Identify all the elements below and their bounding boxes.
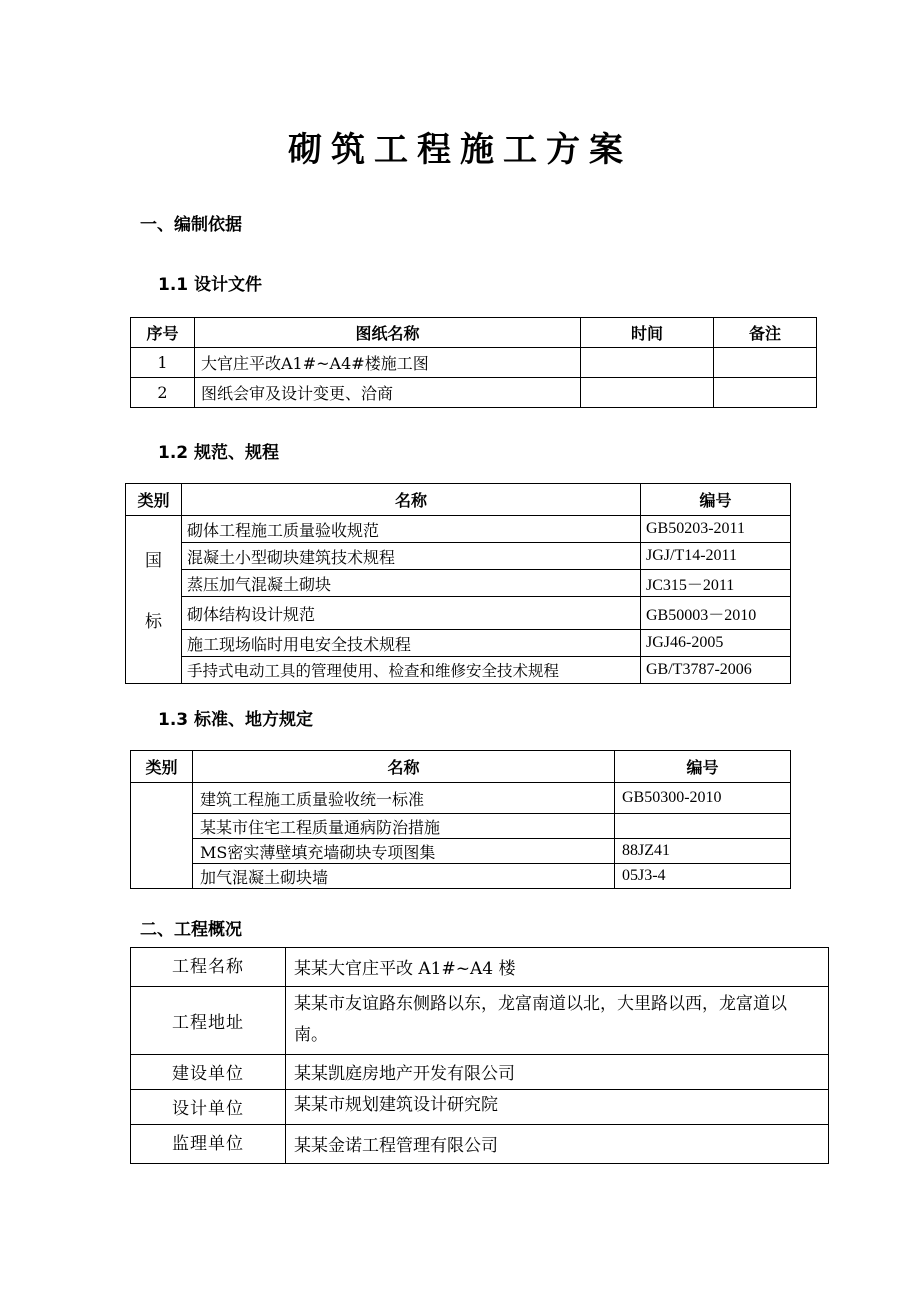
subheading-standards: 1.3 标准、地方规定 [158,710,314,730]
spec-name: 砌体工程施工质量验收规范 [182,516,641,543]
table-row [131,814,791,839]
spec-code: GB/T3787-2006 [641,657,791,684]
overview-label: 工程地址 [131,987,286,1055]
table-header-row [131,751,791,783]
drawing-note [714,378,817,408]
spec-code: GB50203-2011 [641,516,791,543]
standard-code: GB50300-2010 [615,783,791,814]
overview-label: 监理单位 [131,1125,286,1164]
table-row [131,948,829,987]
standard-code [615,814,791,839]
table-row [131,987,829,1055]
table-row [131,1090,829,1125]
spec-name: 施工现场临时用电安全技术规程 [182,630,641,657]
drawing-name: 图纸会审及设计变更、洽商 [195,378,581,408]
table-header-row [126,484,791,516]
standards-table [130,750,791,889]
drawing-name: 大官庄平改A1#~A4#楼施工图 [195,348,581,378]
column-header: 类别 [131,751,193,783]
table-row [126,516,791,543]
project-overview-table [130,947,829,1164]
standard-name: 某某市住宅工程质量通病防治措施 [193,814,615,839]
table-row [131,1125,829,1164]
column-header: 时间 [581,318,714,348]
column-header: 编号 [615,751,791,783]
table-row [126,597,791,630]
standard-name: 加气混凝土砌块墙 [193,864,615,889]
spec-name: 蒸压加气混凝土砌块 [182,570,641,597]
column-header: 序号 [131,318,195,348]
drawing-time [581,348,714,378]
spec-code: JC315－2011 [641,570,791,597]
standard-code: 05J3-4 [615,864,791,889]
overview-value: 某某市友谊路东侧路以东，龙富南道以北，大里路以西，龙富道以南。 [286,987,829,1055]
table-row [131,839,791,864]
design-files-table [130,317,817,408]
category-cell [126,516,182,684]
drawing-note [714,348,817,378]
overview-label: 设计单位 [131,1090,286,1125]
table-row [126,543,791,570]
row-number: 2 [131,378,195,408]
spec-name: 混凝土小型砌块建筑技术规程 [182,543,641,570]
overview-value: 某某金诺工程管理有限公司 [286,1125,829,1164]
overview-value: 某某大官庄平改 A1#~A4 楼 [286,948,829,987]
table-row [126,630,791,657]
standard-code: 88JZ41 [615,839,791,864]
table-row [131,864,791,889]
specifications-table [125,483,791,684]
category-char: 标 [145,612,162,632]
column-header: 图纸名称 [195,318,581,348]
table-row [131,783,791,814]
standard-name: 建筑工程施工质量验收统一标准 [193,783,615,814]
table-row [131,1055,829,1090]
spec-code: GB50003－2010 [641,597,791,630]
section-heading-basis: 一、编制依据 [140,215,242,235]
column-header: 类别 [126,484,182,516]
column-header: 名称 [182,484,641,516]
category-char: 国 [145,551,162,571]
overview-value: 某某凯庭房地产开发有限公司 [286,1055,829,1090]
subheading-design-files: 1.1 设计文件 [158,275,263,295]
table-header-row [131,318,817,348]
spec-code: JGJ46-2005 [641,630,791,657]
category-cell [131,783,193,889]
table-row [131,348,817,378]
subheading-specifications: 1.2 规范、规程 [158,443,280,463]
table-row [126,570,791,597]
column-header: 编号 [641,484,791,516]
spec-name: 手持式电动工具的管理使用、检查和维修安全技术规程 [182,657,641,684]
table-row [131,378,817,408]
spec-name: 砌体结构设计规范 [182,597,641,630]
standard-name: MS密实薄壁填充墙砌块专项图集 [193,839,615,864]
table-row [126,657,791,684]
column-header: 备注 [714,318,817,348]
overview-label: 建设单位 [131,1055,286,1090]
column-header: 名称 [193,751,615,783]
overview-value: 某某市规划建筑设计研究院 [286,1090,829,1125]
spec-code: JGJ/T14-2011 [641,543,791,570]
document-title: 砌筑工程施工方案 [288,130,632,170]
drawing-time [581,378,714,408]
section-heading-overview: 二、工程概况 [140,920,242,940]
row-number: 1 [131,348,195,378]
overview-label: 工程名称 [131,948,286,987]
